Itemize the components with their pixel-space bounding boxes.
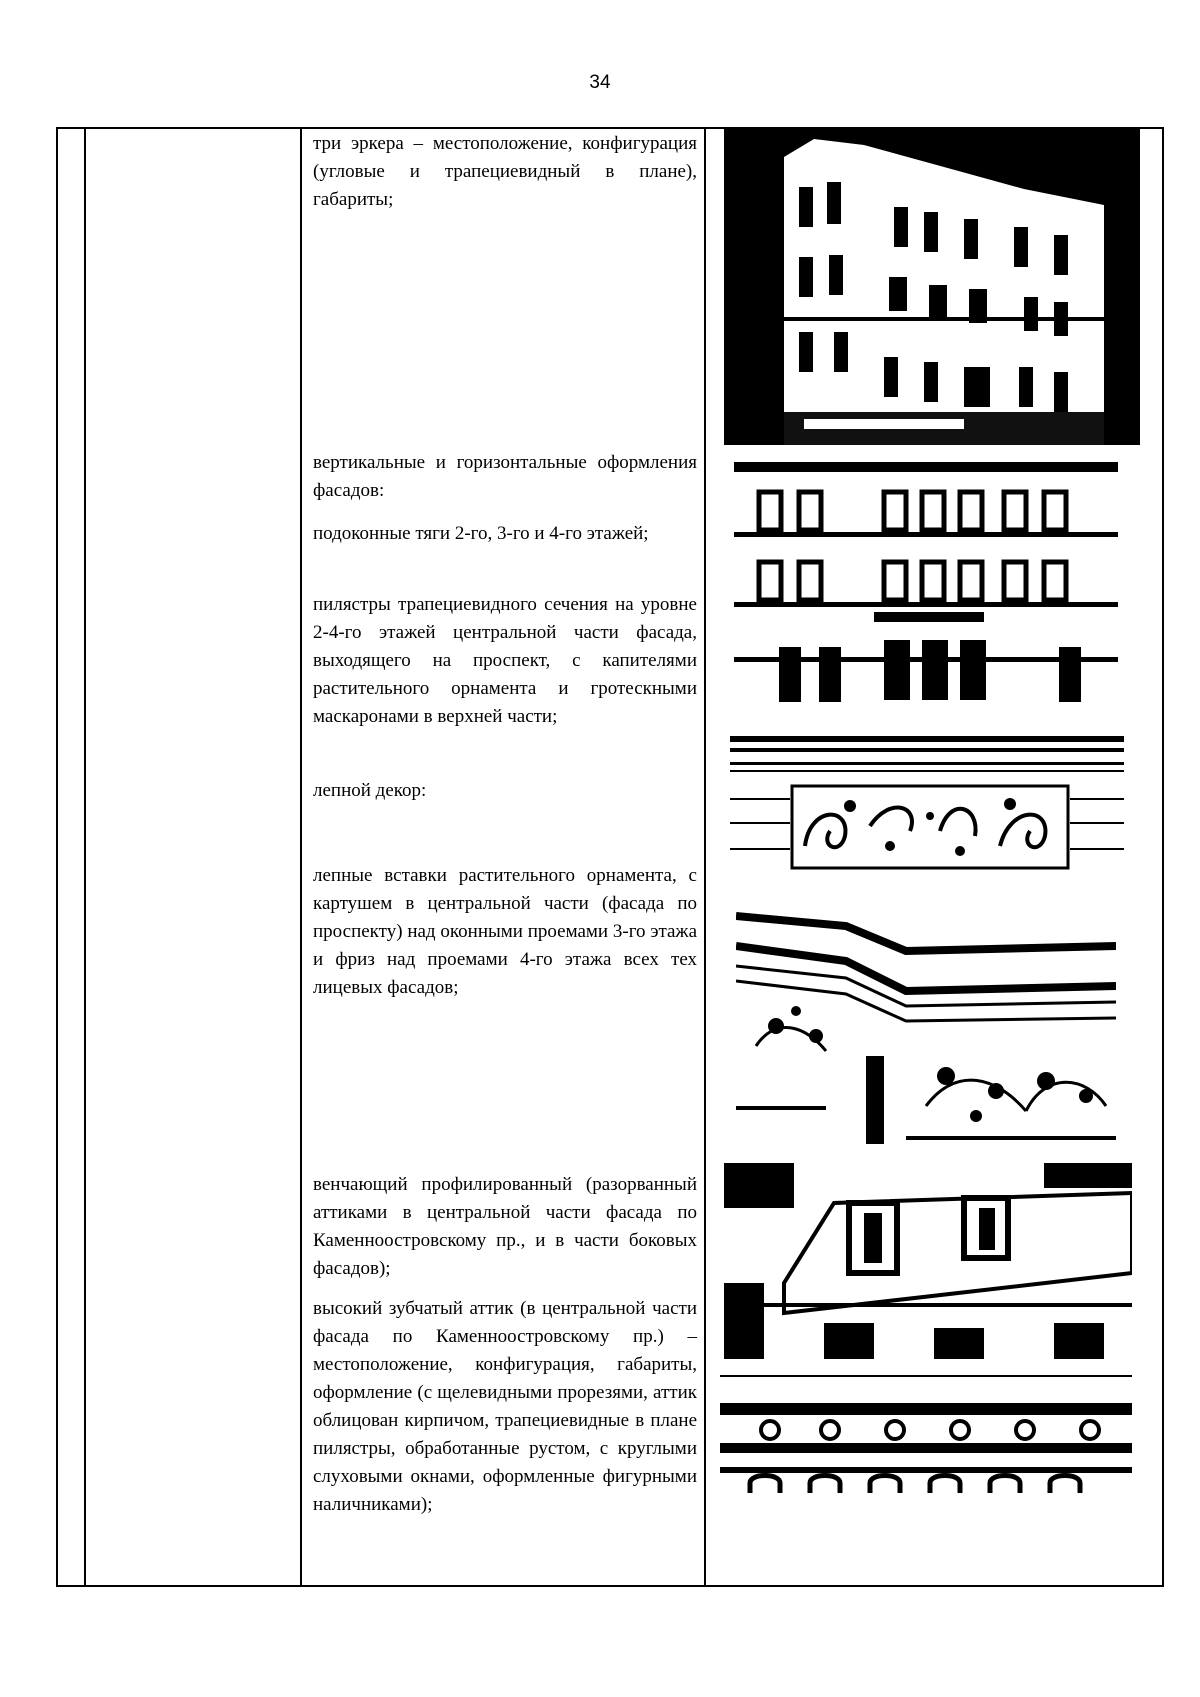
- attic-round-windows-photo: [720, 1375, 1132, 1495]
- table-border-bottom: [56, 1585, 1164, 1587]
- list-item: лепной декор:: [313, 780, 427, 801]
- table-column-divider-2: [300, 127, 302, 1587]
- cornice-frieze-photo: [736, 906, 1116, 1144]
- facade-windows-photo: [734, 462, 1118, 714]
- list-item: вертикальные и горизонтальные оформления фасадов:: [313, 452, 697, 501]
- roof-dormers-photo: [724, 1163, 1132, 1359]
- building-corner-photo: [724, 127, 1140, 445]
- list-item: венчающий профилированный (разорванный аттиками в центральной части фасада по Каменноостровскому пр., и в части боковых фасадов);: [313, 1174, 697, 1279]
- page-number: 34: [589, 72, 611, 93]
- table-column-divider-1: [84, 127, 86, 1587]
- list-item: высокий зубчатый аттик (в центральной части фасада по Каменноостровскому пр.) – местоположение, конфигурация, габариты, оформление (с щелевидными прорезями, аттик облицован кирпичом, трапециевидные в плане пилястры, обработанные рустом, с круглыми слуховыми окнами, оформленные фигурными наличниками);: [313, 1298, 697, 1515]
- list-item: три эркера – местоположение, конфигурация (угловые и трапециевидный в плане), габариты;: [313, 133, 697, 210]
- table-border-left: [56, 127, 58, 1587]
- table-column-divider-3: [704, 127, 706, 1587]
- list-item: подоконные тяги 2-го, 3-го и 4-го этажей;: [313, 523, 649, 544]
- stucco-panel-photo: [730, 736, 1124, 878]
- list-item: лепные вставки растительного орнамента, с картушем в центральной части (фасада по проспекту) над оконными проемами 3-го этажа и фриз над проемами 4-го этажа всех тех лицевых фасадов;: [313, 865, 697, 998]
- list-item: пилястры трапециевидного сечения на уровне 2-4-го этажей центральной части фасада, выходящего на проспект, с капителями растительного орнамента и гротескными маскаронами в верхней части;: [313, 594, 697, 727]
- table-border-right: [1162, 127, 1164, 1587]
